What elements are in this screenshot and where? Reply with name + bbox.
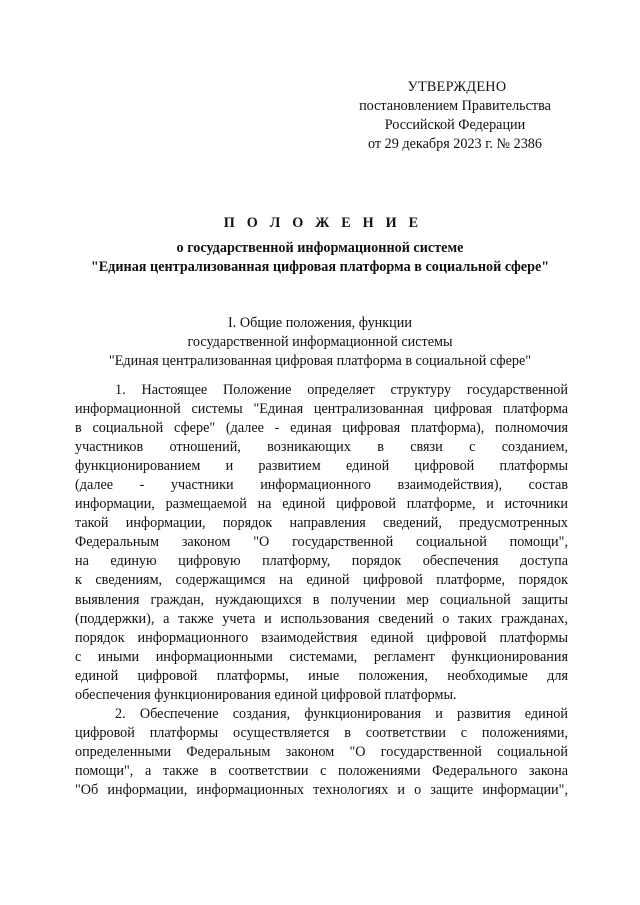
text-line: на единую цифровую платформу, порядок обеспечения доступа <box>75 553 568 570</box>
section-heading-line-2: государственной информационной системы <box>187 334 453 350</box>
text-line: функционированием и развитием единой цифровой платформы <box>75 458 568 475</box>
approval-title: УТВЕРЖДЕНО <box>407 79 507 95</box>
paragraph-2 <box>75 705 568 800</box>
text-line: выявления граждан, нуждающихся в получении мер социальной защиты <box>75 591 568 608</box>
document-subtitle-line-2: "Единая централизованная цифровая платформа в социальной сфере" <box>90 259 550 275</box>
text-line: 2. Обеспечение создания, функционирования и развития единой <box>115 705 568 722</box>
document-heading <box>0 214 640 277</box>
text-line: обеспечения функционирования единой цифровой платформы. <box>75 686 457 703</box>
text-line: единой цифровой платформы, иные положения, необходимые для <box>75 667 568 684</box>
text-line: порядок информационного взаимодействия единой цифровой платформы <box>75 629 568 646</box>
approval-line-3: от 29 декабря 2023 г. № 2386 <box>368 136 542 152</box>
text-line: помощи", а также в соответствии с положениями Федерального закона <box>75 762 568 779</box>
text-line: Федеральным законом "О государственной социальной помощи", <box>75 534 568 551</box>
document-subtitle-line-1: о государственной информационной системе <box>176 240 464 256</box>
paragraph-1 <box>75 381 568 705</box>
approval-line-1: постановлением Правительства <box>359 98 551 114</box>
text-line: (далее - участники информационного взаимодействия), состав <box>75 477 568 494</box>
approval-line-2: Российской Федерации <box>384 117 526 133</box>
text-line: "Об информации, информационных технологиях и о защите информации", <box>75 781 568 798</box>
section-heading <box>0 314 640 371</box>
text-line: определенными Федеральным законом "О государственной социальной <box>75 743 568 760</box>
section-heading-line-1: I. Общие положения, функции <box>228 315 412 331</box>
text-line: (поддержки), а также учета и использования сведений о таких гражданах, <box>75 610 568 627</box>
text-line: к сведениям, содержащимся на единой цифровой платформе, порядок <box>75 572 568 589</box>
text-line: информации, размещаемой на единой цифровой платформе, и источники <box>75 496 568 513</box>
section-heading-line-3: "Единая централизованная цифровая платформа в социальной сфере" <box>108 353 532 369</box>
text-line: участников отношений, возникающих в связи с созданием, <box>75 439 568 456</box>
text-line: с иными информационными системами, регламент функционирования <box>75 648 568 665</box>
text-line: 1. Настоящее Положение определяет структуру государственной <box>115 382 568 398</box>
document-title: П О Л О Ж Е Н И Е <box>223 215 423 231</box>
approval-block <box>330 78 580 154</box>
text-line: информационной системы "Единая централизованная цифровая платформа <box>75 401 568 418</box>
document-body <box>75 381 568 800</box>
text-line: в социальной сфере" (далее - единая цифровая платформа), полномочия <box>75 420 568 437</box>
text-line: такой информации, порядок направления сведений, предусмотренных <box>75 515 568 532</box>
text-line: цифровой платформы осуществляется в соответствии с положениями, <box>75 724 568 741</box>
